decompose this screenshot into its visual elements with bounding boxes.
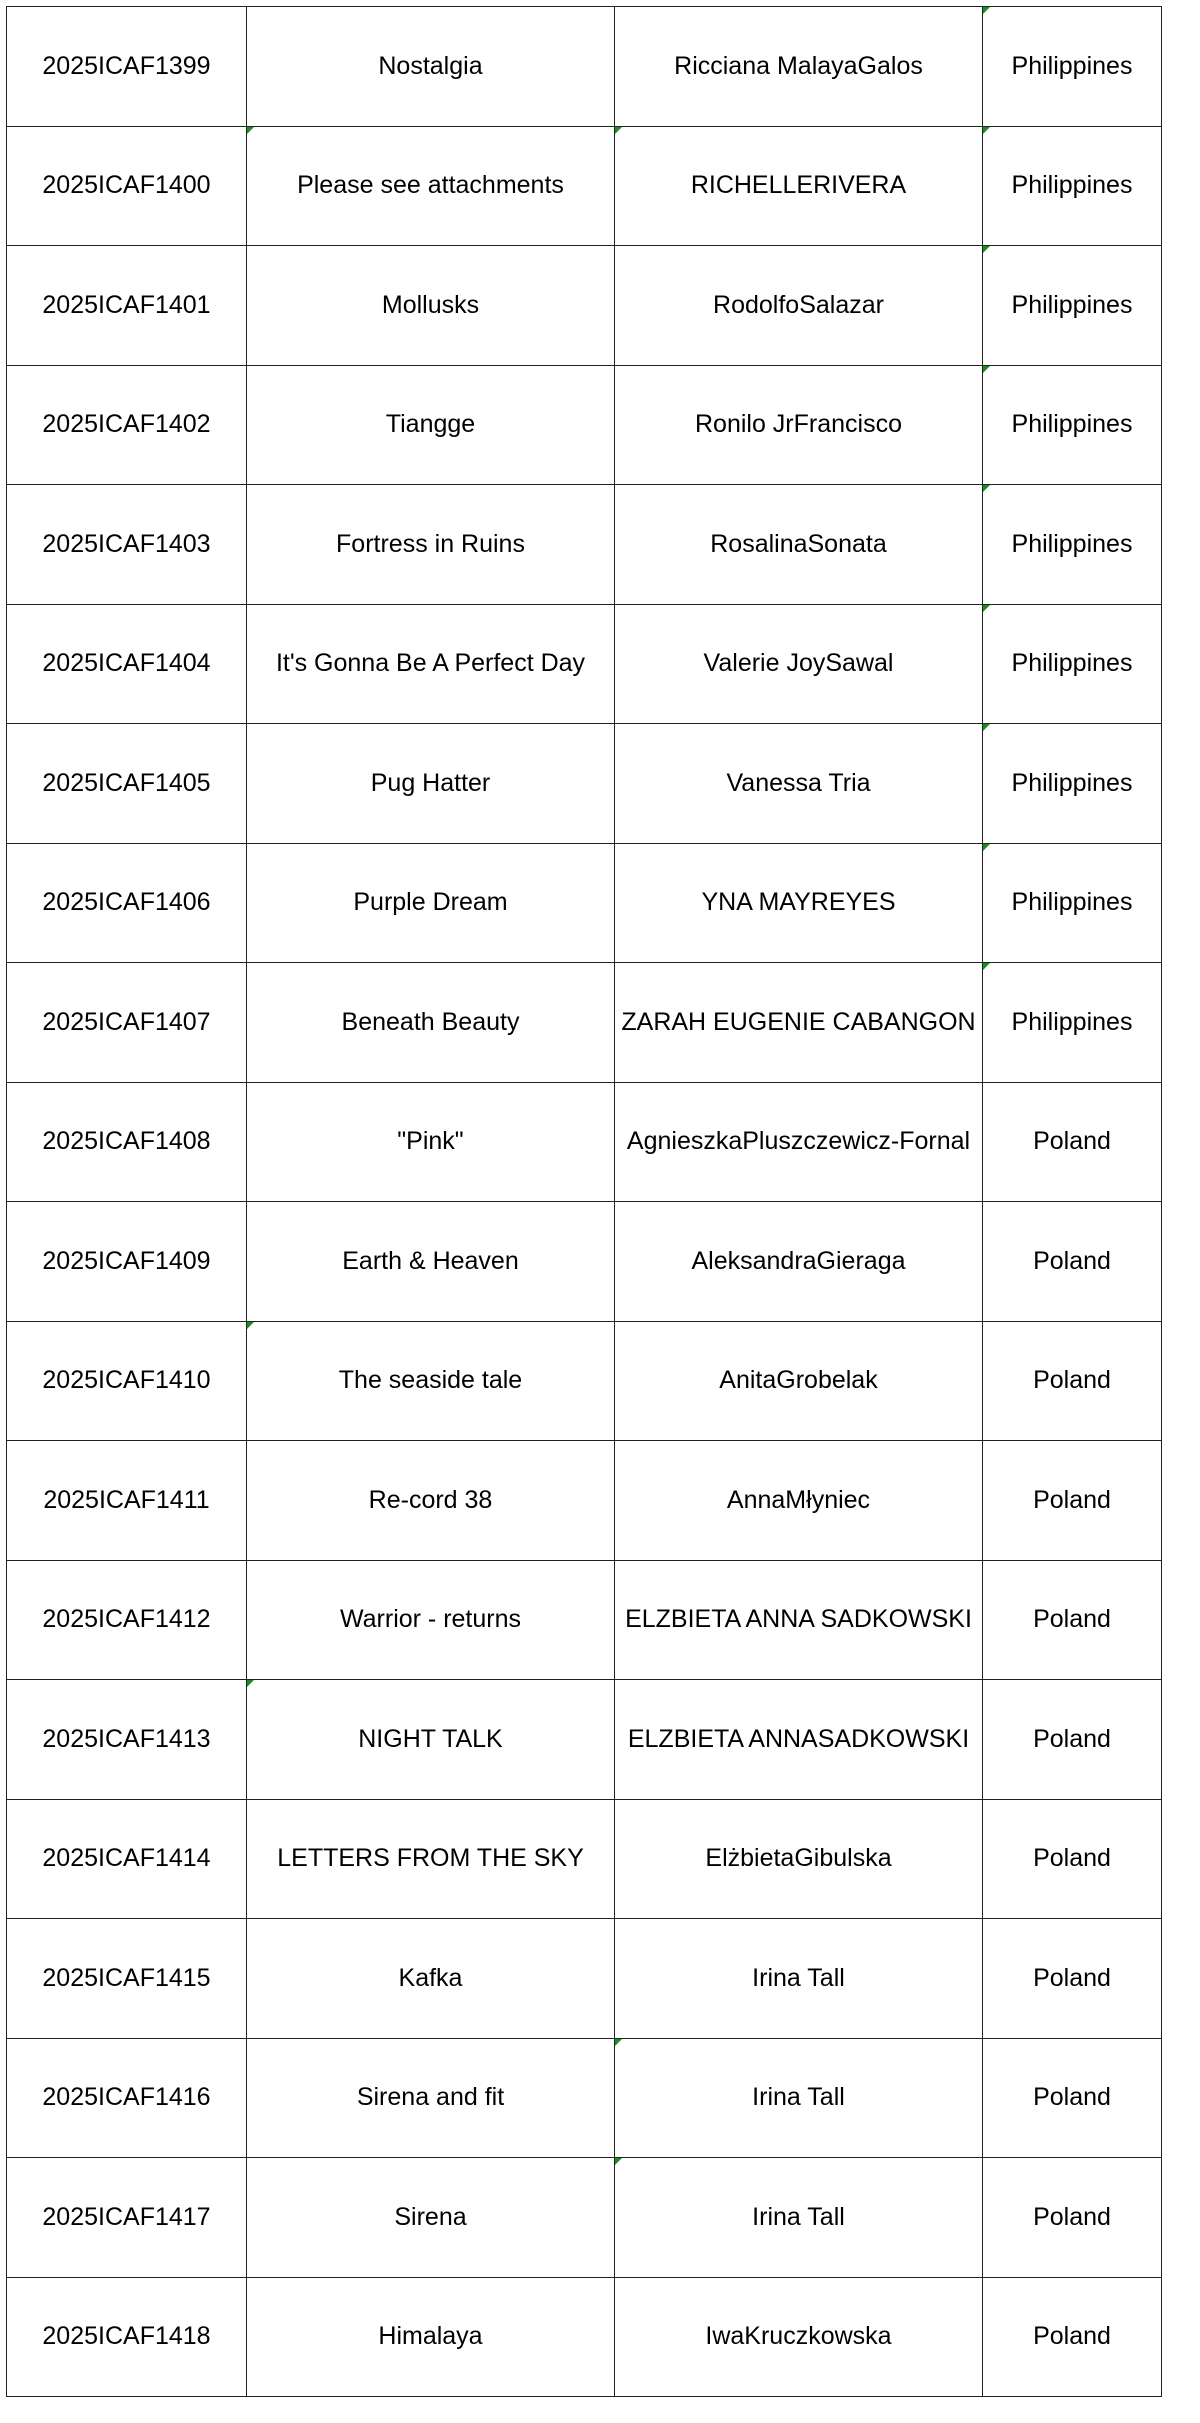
table-row bbox=[7, 724, 1162, 844]
comment-marker-icon bbox=[615, 2039, 622, 2046]
comment-marker-icon bbox=[247, 127, 254, 134]
artwork-title-cell[interactable] bbox=[247, 2038, 615, 2158]
artist-name-cell[interactable] bbox=[615, 1082, 983, 1202]
artist-name-cell[interactable] bbox=[615, 724, 983, 844]
table-row bbox=[7, 1680, 1162, 1800]
artist-name-text: Irina Tall bbox=[752, 2202, 845, 2231]
artist-name-cell[interactable] bbox=[615, 1680, 983, 1800]
country-text: Philippines bbox=[1011, 768, 1133, 797]
entry-id-cell[interactable] bbox=[7, 1799, 247, 1919]
comment-marker-icon bbox=[615, 127, 622, 134]
comment-marker-icon bbox=[983, 724, 990, 731]
country-cell[interactable] bbox=[983, 126, 1162, 246]
country-cell[interactable] bbox=[983, 843, 1162, 963]
artist-name-cell[interactable] bbox=[615, 2038, 983, 2158]
artwork-title-text: Tiangge bbox=[385, 410, 476, 439]
artwork-title-text: It's Gonna Be A Perfect Day bbox=[275, 649, 586, 678]
entries-table-body bbox=[7, 7, 1162, 2397]
artwork-title-cell[interactable] bbox=[247, 2277, 615, 2397]
artwork-title-text: Pug Hatter bbox=[370, 768, 491, 797]
table-row bbox=[7, 2038, 1162, 2158]
table-row bbox=[7, 1321, 1162, 1441]
country-text: Philippines bbox=[1011, 649, 1133, 678]
country-cell[interactable] bbox=[983, 2277, 1162, 2397]
artwork-title-cell[interactable] bbox=[247, 1799, 615, 1919]
comment-marker-icon bbox=[247, 1322, 254, 1329]
artist-name-cell[interactable] bbox=[615, 604, 983, 724]
entry-id-cell[interactable] bbox=[7, 1321, 247, 1441]
entry-id-text: 2025ICAF1401 bbox=[42, 290, 211, 319]
artwork-title-cell[interactable] bbox=[247, 1082, 615, 1202]
entry-id-cell[interactable] bbox=[7, 485, 247, 605]
entry-id-text: 2025ICAF1399 bbox=[42, 51, 211, 80]
artwork-title-text: Sirena bbox=[394, 2202, 467, 2231]
artist-name-cell[interactable] bbox=[615, 1919, 983, 2039]
country-text: Philippines bbox=[1011, 410, 1133, 439]
artist-name-text: RICHELLERIVERA bbox=[690, 171, 907, 200]
country-cell[interactable] bbox=[983, 1799, 1162, 1919]
artist-name-cell[interactable] bbox=[615, 1560, 983, 1680]
entry-id-text: 2025ICAF1404 bbox=[42, 649, 211, 678]
artwork-title-cell[interactable] bbox=[247, 1560, 615, 1680]
country-text: Poland bbox=[1033, 2202, 1111, 2231]
table-row bbox=[7, 7, 1162, 127]
comment-marker-icon bbox=[983, 366, 990, 373]
country-text: Poland bbox=[1033, 1963, 1111, 1992]
country-cell[interactable] bbox=[983, 1919, 1162, 2039]
table-row bbox=[7, 1560, 1162, 1680]
entry-id-cell[interactable] bbox=[7, 963, 247, 1083]
entry-id-text: 2025ICAF1407 bbox=[42, 1007, 211, 1036]
artwork-title-text: NIGHT TALK bbox=[358, 1724, 503, 1753]
artwork-title-cell[interactable] bbox=[247, 724, 615, 844]
country-text: Poland bbox=[1033, 1844, 1111, 1873]
table-row bbox=[7, 2277, 1162, 2397]
artwork-title-text: Warrior - returns bbox=[339, 1605, 522, 1634]
entry-id-cell[interactable] bbox=[7, 724, 247, 844]
artist-name-text: AnnaMłyniec bbox=[726, 1485, 871, 1514]
country-text: Philippines bbox=[1011, 1007, 1133, 1036]
entry-id-cell[interactable] bbox=[7, 7, 247, 127]
comment-marker-icon bbox=[983, 246, 990, 253]
country-text: Philippines bbox=[1011, 888, 1133, 917]
entry-id-cell[interactable] bbox=[7, 1202, 247, 1322]
entry-id-text: 2025ICAF1416 bbox=[42, 2083, 211, 2112]
entries-table bbox=[6, 6, 1162, 2397]
country-cell[interactable] bbox=[983, 1321, 1162, 1441]
entry-id-cell[interactable] bbox=[7, 126, 247, 246]
country-cell[interactable] bbox=[983, 485, 1162, 605]
entry-id-text: 2025ICAF1403 bbox=[42, 529, 211, 558]
entry-id-cell[interactable] bbox=[7, 1680, 247, 1800]
entry-id-text: 2025ICAF1406 bbox=[42, 888, 211, 917]
entry-id-text: 2025ICAF1413 bbox=[42, 1724, 211, 1753]
country-cell[interactable] bbox=[983, 963, 1162, 1083]
artist-name-text: Irina Tall bbox=[752, 1963, 845, 1992]
entry-id-text: 2025ICAF1409 bbox=[42, 1246, 211, 1275]
table-row bbox=[7, 126, 1162, 246]
country-cell[interactable] bbox=[983, 1082, 1162, 1202]
artwork-title-cell[interactable] bbox=[247, 843, 615, 963]
artwork-title-cell[interactable] bbox=[247, 126, 615, 246]
country-cell[interactable] bbox=[983, 1202, 1162, 1322]
artwork-title-cell[interactable] bbox=[247, 1202, 615, 1322]
artist-name-text: YNA MAYREYES bbox=[701, 888, 896, 917]
artist-name-text: Ronilo JrFrancisco bbox=[694, 410, 902, 439]
country-cell[interactable] bbox=[983, 1560, 1162, 1680]
artwork-title-text: Sirena and fit bbox=[356, 2083, 505, 2112]
artist-name-cell[interactable] bbox=[615, 963, 983, 1083]
entry-id-cell[interactable] bbox=[7, 604, 247, 724]
table-row bbox=[7, 963, 1162, 1083]
entry-id-cell[interactable] bbox=[7, 1560, 247, 1680]
artist-name-text: Irina Tall bbox=[752, 2083, 845, 2112]
comment-marker-icon bbox=[983, 485, 990, 492]
artist-name-text: AnitaGrobelak bbox=[719, 1366, 878, 1395]
country-text: Poland bbox=[1033, 2322, 1111, 2351]
artwork-title-text: Re-cord 38 bbox=[368, 1485, 493, 1514]
country-cell[interactable] bbox=[983, 604, 1162, 724]
artist-name-cell[interactable] bbox=[615, 1202, 983, 1322]
artwork-title-text: Fortress in Ruins bbox=[336, 529, 525, 558]
artwork-title-cell[interactable] bbox=[247, 1321, 615, 1441]
comment-marker-icon bbox=[983, 844, 990, 851]
table-row bbox=[7, 1082, 1162, 1202]
table-row bbox=[7, 1441, 1162, 1561]
artwork-title-text: Please see attachments bbox=[297, 171, 564, 200]
entry-id-cell[interactable] bbox=[7, 365, 247, 485]
artwork-title-text: Mollusks bbox=[381, 290, 480, 319]
table-row bbox=[7, 1919, 1162, 2039]
entry-id-cell[interactable] bbox=[7, 2158, 247, 2278]
artist-name-cell[interactable] bbox=[615, 1799, 983, 1919]
artist-name-text: AleksandraGieraga bbox=[691, 1246, 906, 1275]
artwork-title-text: Beneath Beauty bbox=[341, 1007, 520, 1036]
artwork-title-text: "Pink" bbox=[397, 1127, 464, 1156]
artwork-title-text: Earth & Heaven bbox=[342, 1246, 519, 1275]
artist-name-text: RosalinaSonata bbox=[710, 529, 887, 558]
artwork-title-cell[interactable] bbox=[247, 7, 615, 127]
artist-name-text: Vanessa Tria bbox=[726, 768, 871, 797]
table-row bbox=[7, 485, 1162, 605]
table-row bbox=[7, 1202, 1162, 1322]
artist-name-text: ELZBIETA ANNA SADKOWSKI bbox=[625, 1605, 972, 1634]
artist-name-text: Valerie JoySawal bbox=[703, 649, 894, 678]
artist-name-cell[interactable] bbox=[615, 843, 983, 963]
artwork-title-cell[interactable] bbox=[247, 1919, 615, 2039]
country-text: Poland bbox=[1033, 2083, 1111, 2112]
country-cell[interactable] bbox=[983, 2038, 1162, 2158]
country-cell[interactable] bbox=[983, 246, 1162, 366]
country-text: Philippines bbox=[1011, 290, 1133, 319]
country-cell[interactable] bbox=[983, 1441, 1162, 1561]
country-cell[interactable] bbox=[983, 1680, 1162, 1800]
table-row bbox=[7, 1799, 1162, 1919]
country-text: Philippines bbox=[1011, 51, 1133, 80]
entry-id-cell[interactable] bbox=[7, 2277, 247, 2397]
country-cell[interactable] bbox=[983, 365, 1162, 485]
entry-id-text: 2025ICAF1412 bbox=[42, 1605, 211, 1634]
artist-name-cell[interactable] bbox=[615, 1321, 983, 1441]
country-cell[interactable] bbox=[983, 724, 1162, 844]
artist-name-text: ZARAH EUGENIE CABANGON bbox=[621, 1007, 976, 1036]
country-text: Poland bbox=[1033, 1724, 1111, 1753]
country-text: Philippines bbox=[1011, 171, 1133, 200]
artist-name-text: RodolfoSalazar bbox=[713, 290, 884, 319]
artist-name-text: IwaKruczkowska bbox=[705, 2322, 892, 2351]
artwork-title-cell[interactable] bbox=[247, 1680, 615, 1800]
entry-id-text: 2025ICAF1402 bbox=[42, 410, 211, 439]
table-row bbox=[7, 365, 1162, 485]
entry-id-cell[interactable] bbox=[7, 2038, 247, 2158]
artist-name-text: AgnieszkaPluszczewicz-Fornal bbox=[626, 1127, 971, 1156]
artwork-title-cell[interactable] bbox=[247, 246, 615, 366]
table-row bbox=[7, 843, 1162, 963]
entry-id-text: 2025ICAF1400 bbox=[42, 171, 211, 200]
comment-marker-icon bbox=[983, 605, 990, 612]
artist-name-cell[interactable] bbox=[615, 365, 983, 485]
artist-name-cell[interactable] bbox=[615, 126, 983, 246]
entry-id-text: 2025ICAF1418 bbox=[42, 2322, 211, 2351]
artist-name-cell[interactable] bbox=[615, 2158, 983, 2278]
country-text: Poland bbox=[1033, 1605, 1111, 1634]
country-text: Poland bbox=[1033, 1485, 1111, 1514]
entry-id-cell[interactable] bbox=[7, 1082, 247, 1202]
artwork-title-text: Kafka bbox=[398, 1963, 463, 1992]
entry-id-text: 2025ICAF1408 bbox=[42, 1127, 211, 1156]
artist-name-cell[interactable] bbox=[615, 2277, 983, 2397]
artwork-title-cell[interactable] bbox=[247, 604, 615, 724]
entry-id-text: 2025ICAF1405 bbox=[42, 768, 211, 797]
comment-marker-icon bbox=[247, 1680, 254, 1687]
country-text: Philippines bbox=[1011, 529, 1133, 558]
artwork-title-cell[interactable] bbox=[247, 963, 615, 1083]
entry-id-cell[interactable] bbox=[7, 1919, 247, 2039]
artist-name-text: Ricciana MalayaGalos bbox=[674, 51, 923, 80]
artwork-title-text: Purple Dream bbox=[353, 888, 508, 917]
comment-marker-icon bbox=[983, 127, 990, 134]
artwork-title-cell[interactable] bbox=[247, 485, 615, 605]
entry-id-cell[interactable] bbox=[7, 246, 247, 366]
entry-id-text: 2025ICAF1417 bbox=[42, 2202, 211, 2231]
table-row bbox=[7, 2158, 1162, 2278]
entry-id-cell[interactable] bbox=[7, 1441, 247, 1561]
comment-marker-icon bbox=[983, 7, 990, 14]
comment-marker-icon bbox=[615, 2158, 622, 2165]
country-text: Poland bbox=[1033, 1127, 1111, 1156]
artist-name-cell[interactable] bbox=[615, 1441, 983, 1561]
artwork-title-text: The seaside tale bbox=[338, 1366, 523, 1395]
country-cell[interactable] bbox=[983, 7, 1162, 127]
entry-id-cell[interactable] bbox=[7, 843, 247, 963]
entry-id-text: 2025ICAF1411 bbox=[43, 1485, 210, 1514]
artist-name-cell[interactable] bbox=[615, 246, 983, 366]
artist-name-text: ElżbietaGibulska bbox=[705, 1844, 892, 1873]
artist-name-cell[interactable] bbox=[615, 7, 983, 127]
artist-name-text: ELZBIETA ANNASADKOWSKI bbox=[627, 1724, 970, 1753]
artwork-title-cell[interactable] bbox=[247, 2158, 615, 2278]
entry-id-text: 2025ICAF1415 bbox=[42, 1963, 211, 1992]
table-row bbox=[7, 246, 1162, 366]
table-row bbox=[7, 604, 1162, 724]
artwork-title-text: Nostalgia bbox=[378, 51, 483, 80]
artwork-title-text: LETTERS FROM THE SKY bbox=[277, 1844, 584, 1873]
artwork-title-cell[interactable] bbox=[247, 365, 615, 485]
entry-id-text: 2025ICAF1410 bbox=[42, 1366, 211, 1395]
entry-id-text: 2025ICAF1414 bbox=[42, 1844, 211, 1873]
country-text: Poland bbox=[1033, 1366, 1111, 1395]
country-cell[interactable] bbox=[983, 2158, 1162, 2278]
comment-marker-icon bbox=[983, 963, 990, 970]
country-text: Poland bbox=[1033, 1246, 1111, 1275]
artist-name-cell[interactable] bbox=[615, 485, 983, 605]
artwork-title-text: Himalaya bbox=[378, 2322, 483, 2351]
artwork-title-cell[interactable] bbox=[247, 1441, 615, 1561]
